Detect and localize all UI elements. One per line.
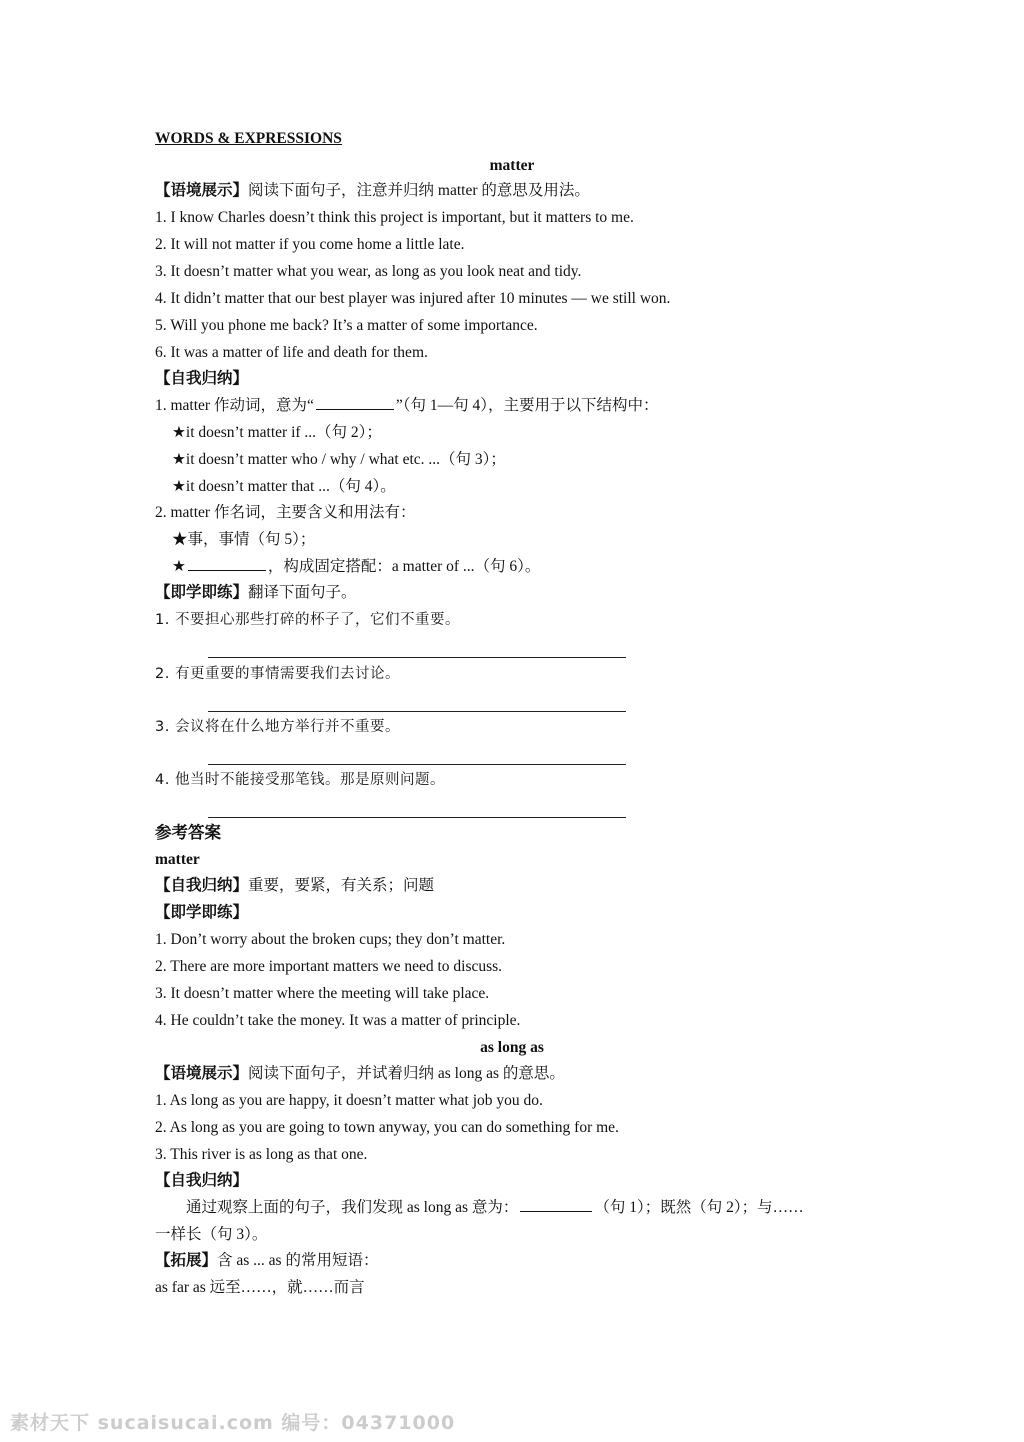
practice-tag: 【即学即练】 [155, 584, 249, 601]
answer-line[interactable] [208, 657, 626, 658]
answer-sentence: 4. He couldn’t take the money. It was a matter of principle. [155, 1012, 521, 1029]
example-sentence: 5. Will you phone me back? It’s a matter of some importance. [155, 317, 538, 334]
watermark-text: 素材天下 sucaisucai.com 编号：04371000 [10, 1412, 456, 1434]
example-sentence: 1. I know Charles doesn’t think this project is important, but it matters to me. [155, 209, 634, 226]
practice-item: 1. 不要担心那些打碎的杯子了，它们不重要。 [155, 612, 460, 628]
example-sentence: 1. As long as you are happy, it doesn’t matter what job you do. [155, 1092, 543, 1109]
extend-tag: 【拓展】 [155, 1252, 218, 1269]
example-sentence: 4. It didn’t matter that our best player was injured after 10 minutes — we still won. [155, 290, 671, 307]
example-sentence: 3. It doesn’t matter what you wear, as long as you look neat and tidy. [155, 263, 582, 280]
example-sentence: 2. It will not matter if you come home a little late. [155, 236, 465, 253]
answer-sentence: 3. It doesn’t matter where the meeting will take place. [155, 985, 490, 1002]
fill-blank[interactable] [316, 395, 394, 410]
practice-instruction-text: 翻译下面句子。 [248, 584, 357, 601]
context-tag: 【语境展示】 [155, 182, 249, 199]
answers-word: matter [155, 851, 200, 868]
answers-title: 参考答案 [155, 823, 221, 842]
watermark-bar [0, 1400, 1024, 1442]
context-instruction-text: 阅读下面句子，注意并归纳 matter 的意思及用法。 [248, 182, 590, 199]
noun-usage-intro: 2. matter 作名词，主要含义和用法有： [155, 504, 416, 521]
star-marker: ★ [172, 558, 186, 575]
practice-instruction [155, 582, 357, 604]
answers-summary [155, 875, 434, 897]
context-instruction [155, 1063, 565, 1085]
verb-usage-line [155, 395, 659, 417]
answer-line[interactable] [208, 817, 626, 818]
answer-line[interactable] [208, 711, 626, 712]
summary-line [186, 1197, 804, 1219]
answer-sentence: 1. Don’t worry about the broken cups; they don’t matter. [155, 931, 506, 948]
summary-answer: 重要，要紧，有关系；问题 [248, 877, 435, 894]
fill-blank[interactable] [520, 1197, 592, 1212]
noun-item [172, 556, 540, 578]
practice-item: 3. 会议将在什么地方举行并不重要。 [155, 719, 400, 735]
summary-prefix: 通过观察上面的句子，我们发现 as long as 意为： [186, 1199, 519, 1216]
summary-tag: 【自我归纳】 [155, 370, 249, 387]
practice-tag: 【即学即练】 [155, 904, 249, 921]
structure-item: ★it doesn’t matter that ...（句 4）。 [172, 478, 396, 495]
extend-line [155, 1250, 378, 1272]
example-sentence: 2. As long as you are going to town anyway, you can do something for me. [155, 1119, 619, 1136]
example-sentence: 3. This river is as long as that one. [155, 1146, 368, 1163]
answer-sentence: 2. There are more important matters we need to discuss. [155, 958, 503, 975]
summary-line-2: 一样长（句 3）。 [155, 1226, 268, 1243]
fill-blank[interactable] [188, 556, 266, 571]
verb-usage-suffix: ”（句 1—句 4），主要用于以下结构中： [395, 397, 659, 414]
structure-item: ★it doesn’t matter who / why / what etc. ...（句 3）； [172, 451, 506, 468]
word-title-matter: matter [489, 157, 535, 174]
noun-item: ★事，事情（句 5）； [172, 531, 316, 548]
phrase-item: as far as 远至……，就……而言 [155, 1279, 365, 1296]
context-instruction [155, 180, 590, 202]
summary-tag: 【自我归纳】 [155, 877, 249, 894]
structure-item: ★it doesn’t matter if ...（句 2）； [172, 424, 382, 441]
word-title-as-long-as: as long as [480, 1039, 544, 1056]
practice-item: 4. 他当时不能接受那笔钱。那是原则问题。 [155, 772, 445, 788]
summary-suffix: （句 1）；既然（句 2）；与…… [594, 1199, 804, 1216]
extend-text: 含 as ... as 的常用短语： [217, 1252, 379, 1269]
context-tag: 【语境展示】 [155, 1065, 249, 1082]
section-heading: WORDS & EXPRESSIONS [155, 130, 342, 147]
answer-line[interactable] [208, 764, 626, 765]
verb-usage-prefix: 1. matter 作动词，意为“ [155, 397, 314, 414]
example-sentence: 6. It was a matter of life and death for them. [155, 344, 428, 361]
noun-item-text: ，构成固定搭配：a matter of ...（句 6）。 [267, 558, 541, 575]
context-instruction-text: 阅读下面句子，并试着归纳 as long as 的意思。 [248, 1065, 565, 1082]
practice-item: 2. 有更重要的事情需要我们去讨论。 [155, 666, 400, 682]
summary-tag: 【自我归纳】 [155, 1172, 249, 1189]
